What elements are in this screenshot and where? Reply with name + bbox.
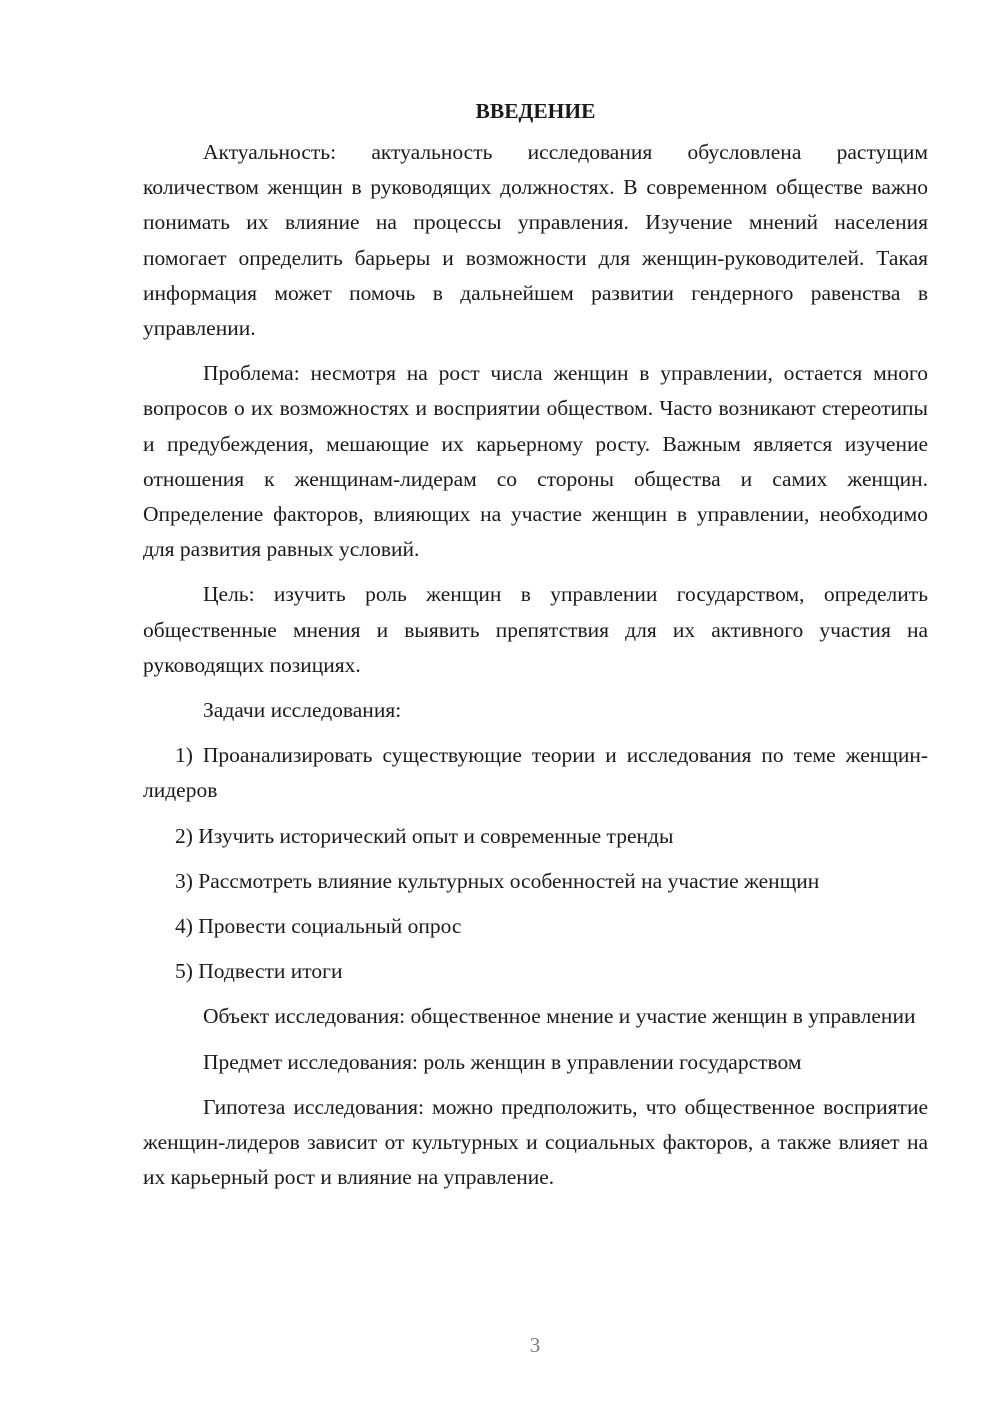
relevance-paragraph: Актуальность: актуальность исследования обусловлена растущим количеством женщин в руководящих должностях. В современном обществе важно понимать их влияние на процессы управления. Изучение мнений населения помогает определить барьеры и возможности для женщин-руководителей. Такая информация может помочь в дальнейшем развитии гендерного равенства в управлении.	[143, 140, 928, 341]
document-page	[143, 95, 928, 1205]
goal-paragraph: Цель: изучить роль женщин в управлении государством, определить общественные мнения и выявить препятствия для их активного участия на руководящих позициях.	[143, 582, 928, 677]
tasks-heading: Задачи исследования:	[203, 698, 402, 723]
section-heading: ВВЕДЕНИЕ	[475, 99, 596, 123]
task-item: 1) Проанализировать существующие теории и исследования по теме женщин-лидеров	[143, 743, 928, 803]
hypothesis-paragraph: Гипотеза исследования: можно предположить, что общественное восприятие женщин-лидеров зависит от культурных и социальных факторов, а также влияет на их карьерный рост и влияние на управление.	[143, 1094, 928, 1190]
object-paragraph: Объект исследования: общественное мнение и участие женщин в управлении	[203, 1004, 916, 1029]
problem-paragraph: Проблема: несмотря на рост числа женщин в управлении, остается много вопросов о их возможностях и восприятии обществом. Часто возникают стереотипы и предубеждения, мешающие их карьерному росту. Важным является изучение отношения к женщинам-лидерам со стороны общества и самих женщин. Определение факторов, влияющих на участие женщин в управлении, необходимо для развития равных условий.	[143, 361, 928, 562]
subject-paragraph: Предмет исследования: роль женщин в управлении государством	[203, 1049, 802, 1074]
tasks-list	[143, 738, 928, 989]
task-item: 2) Изучить исторический опыт и современные тренды	[175, 823, 674, 848]
task-item: 4) Провести социальный опрос	[175, 914, 462, 939]
page-number: 3	[529, 1333, 541, 1357]
task-item: 5) Подвести итоги	[175, 959, 343, 984]
task-item: 3) Рассмотреть влияние культурных особенностей на участие женщин	[175, 868, 820, 893]
